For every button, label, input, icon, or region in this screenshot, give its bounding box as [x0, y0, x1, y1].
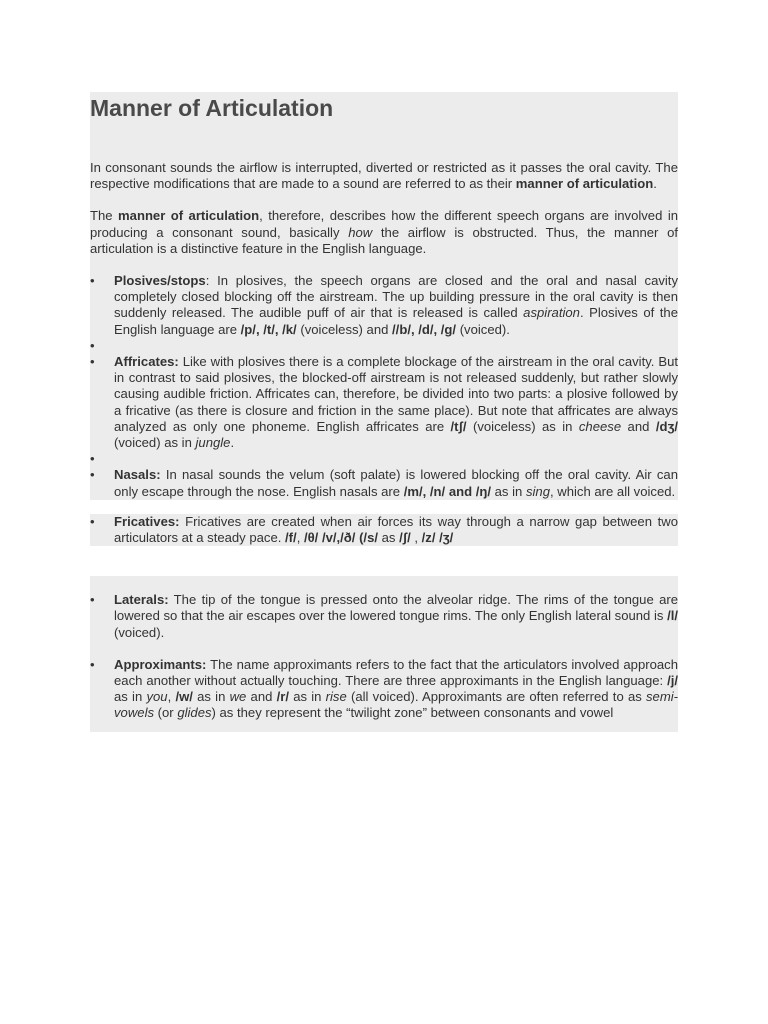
list-item-empty — [90, 338, 678, 354]
intro-paragraph-1: In consonant sounds the airflow is interrupted, diverted or restricted as it passes the oral cavity. The respective modifications that are made to a sound are referred to as their manner of articulation. — [90, 160, 678, 192]
intro-section — [90, 160, 678, 500]
laterals-approximants-section — [90, 576, 678, 731]
title-block — [90, 92, 678, 160]
list-item-plosives: • Plosives/stops: In plosives, the speech organs are closed and the oral and nasal cavity completely closed blocking off the airstream. The up building pressure in the oral cavity is then suddenly released. The audible puff of air that is released is called aspiration. Plosives of the English language are /p/, /t/, /k/ (voiceless) and //b/, /d/, /g/ (voiced). — [90, 273, 678, 338]
list-item-affricates: • Affricates: Like with plosives there is a complete blockage of the airstream in the oral cavity. But in contrast to said plosives, the blocked-off airstream is not released suddenly, but rather slowly causing audible friction. Affricates can, therefore, be divided into two parts: a plosive followed by a fricative (as there is closure and friction in the same place). But note that affricates are always analyzed as only one phoneme. English affricates are /tʃ/ (voiceless) as in cheese and /dʒ/ (voiced) as in jungle. — [90, 354, 678, 451]
list-item-empty — [90, 451, 678, 467]
list-item-fricatives: • Fricatives: Fricatives are created when air forces its way through a narrow gap between two articulators at a steady pace. /f/, /θ/ /v/,/ð/ (/s/ as /ʃ/ , /z/ /ʒ/ — [90, 514, 678, 546]
fricatives-section — [90, 514, 678, 546]
list-item-approximants: • Approximants: The name approximants refers to the fact that the articulators involved approach each another without actually touching. There are three approximants in the English language: /j/ as in you, /w/ as in we and /r/ as in rise (all voiced). Approximants are often referred to as semi-vowels (or glides) as they represent the “twilight zone” between consonants and vowel — [90, 657, 678, 722]
manner-list — [90, 273, 678, 500]
page-title: Manner of Articulation — [90, 95, 334, 121]
document-body — [90, 92, 678, 732]
list-item-nasals: • Nasals: In nasal sounds the velum (soft palate) is lowered blocking off the oral cavity. Air can only escape through the nose. English nasals are /m/, /n/ and /ŋ/ as in sing, which are all voiced. — [90, 467, 678, 499]
intro-paragraph-2: The manner of articulation, therefore, describes how the different speech organs are involved in producing a consonant sound, basically how the airflow is obstructed. Thus, the manner of articulation is a distinctive feature in the English language. — [90, 208, 679, 256]
list-item-laterals: • Laterals: The tip of the tongue is pressed onto the alveolar ridge. The rims of the tongue are lowered so that the air escapes over the lowered tongue rims. The only English lateral sound is /l/ (voiced). — [90, 592, 678, 641]
